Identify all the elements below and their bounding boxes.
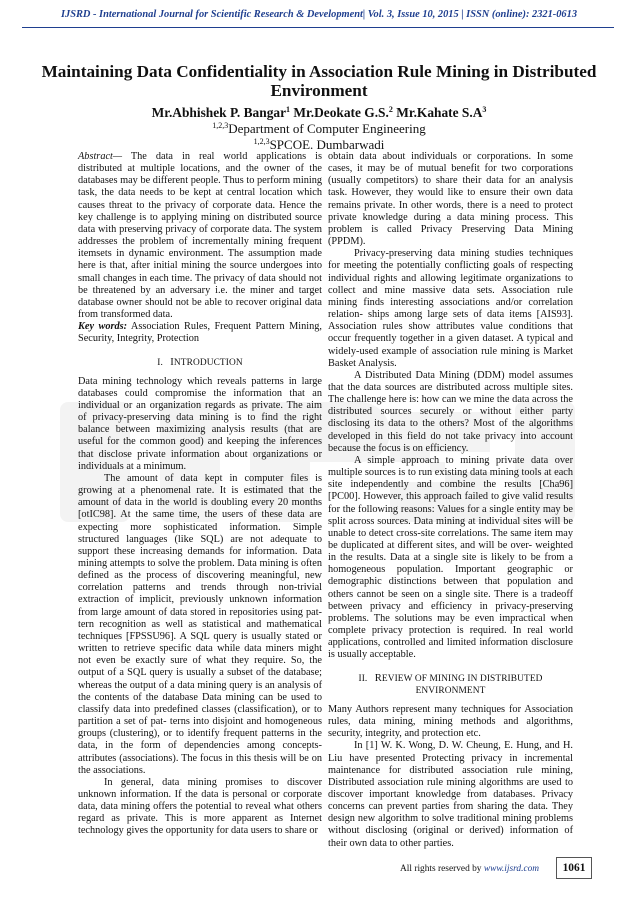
journal-header: IJSRD - International Journal for Scientific Research & Development| Vol. 3, Issue 10, 2015 | ISSN (online): 2321-0613 xyxy=(60,9,578,20)
right-column xyxy=(328,151,573,850)
page-number: 1061 xyxy=(556,857,592,879)
header-rule xyxy=(22,27,614,28)
body-paragraph: In general, data mining promises to discover unknown information. If the data is personal or corporate data, data mining offers the potential to reveal what others regard as private. This is more apparent as Internet technology gives the opportunity for data users to share or xyxy=(78,776,322,837)
body-paragraph: A Distributed Data Mining (DDM) model assumes that the data sources are distributed across multiple sites. The challenge here is: how can we mine the data across the distributed sources securely or without either party disclosing its data to the others? Most of the algorithms developed in this field do not take privacy into account because the focus is on efficiency. xyxy=(328,369,573,454)
body-paragraph: Privacy-preserving data mining studies techniques for meeting the potentially conflicting goals of respecting individual rights and allowing legitimate organizations to collect and mine massive data sets. Association rule mining finds interesting associations and/or correlation relation- ships among large sets of data items [AIS93]. Association rules show attributes value conditions that occur frequently together in a given dataset. A typical and widely-used example of association rule mining is Market Basket Analysis. xyxy=(328,248,573,369)
author-sup: 1 xyxy=(286,105,291,114)
affiliation-department xyxy=(30,119,608,136)
body-paragraph: Many Authors represent many techniques for Association rules, data mining, mining methods and algorithms, security, integrity, and protection etc. xyxy=(328,703,573,740)
footer-rights-text: All rights reserved by xyxy=(400,864,484,874)
abstract xyxy=(78,151,322,321)
author-name: Mr.Abhishek P. Bangar xyxy=(151,105,287,120)
body-paragraph: Data mining technology which reveals patterns in large databases could compromise the information that an individual or an organization regards as private. The aim of privacy-preserving data mining is to find the right balance between maximizing analysis results (that are useful for the common good) and keeping the inferences that disclose private information about organizations or individuals at a minimum. xyxy=(78,375,322,472)
affiliation-sup: 1,2,3 xyxy=(212,121,229,130)
section-numeral: II. xyxy=(358,673,368,684)
abstract-label: Abstract— xyxy=(78,151,123,162)
body-paragraph: A simple approach to mining private data over multiple sources is to run existing data mining tools at each site independently and combine the results [Cha96] [PC00]. However, this approach failed to give valid results for the following reasons: Values for a single entity may be split across sources. Data mining at individual sites will be unable to detect cross-site correlations. The same item may be duplicated at different sites, and will be over- weighted in the results. Data at a single site is likely to be from a homogeneous population. Important geographic or demographic distinctions between that population and others cannot be seen on a single site. There is a tradeoff between privacy and efficiency in privacy-preserving problems. The solutions may be even impractical when complete privacy protection is required. In real world applications, controlled and limited information disclosure is usually acceptable. xyxy=(328,454,573,661)
section-numeral: I. xyxy=(157,357,163,368)
affiliation-college xyxy=(30,135,608,152)
paper-title: Maintaining Data Confidentiality in Association Rule Mining in Distributed Environment xyxy=(41,62,597,100)
section-heading-review xyxy=(328,673,573,697)
author-list xyxy=(30,102,608,120)
left-column xyxy=(78,151,322,838)
section-title: EVIEW OF MINING IN DISTRIBUTED ENVIRONMENT xyxy=(381,673,543,696)
keywords-label: Key words: xyxy=(78,321,128,333)
affiliation-sup: 1,2,3 xyxy=(253,137,270,146)
section-title: NTRODUCTION xyxy=(173,357,243,368)
body-paragraph: The amount of data kept in computer files is growing at a phenomenal rate. It is estimated that the amount of data in the world is doubling every 20 months [otIC98]. At the same time, the users of these data are expecting more sophisticated information. Simple structured languages (like SQL) are not adequate to support these increasing demands for information. Data mining attempts to solve the problem. Data mining is often defined as the process of discovering meaningful, new correlation patterns and trends through non-trivial extraction of implicit, previously unknown information from large amount of data stored in repositories using pat- tern recognition as well as statistical and mathematical techniques [FPSSU96]. A SQL query is usually stated or written to retrieve specific data while data miners might not even be exactly sure of what they require. So, the output of a SQL query is usually a subset of the database; whereas the output of a data mining query is an analysis of the contents of the database Data mining can be used to classify data into predefined classes (classification), or to partition a set of pat- terns into disjoint and homogeneous groups (clustering), or to identify frequent patterns in the data, in the form of dependencies among concepts-attributes (associations). The focus in this thesis will be on the associations. xyxy=(78,472,322,776)
section-initial: I xyxy=(170,356,174,368)
abstract-text: The data in real world applications is distributed at multiple locations, and the owner of the databases may be different people. Thus to perform mining task, the data needs to be kept at central location which causes threat to the privacy of corporate data. Hence the key challenge is to applying mining on distributed source data with preserving privacy of corporate data. The system addresses the problem of incrementally mining frequent itemsets in dynamic environment. The assumption made here is that, after initial mining the source undergoes into small changes in each time. The privacy of data should not be threatened by an adversary i.e. the miner and target database owner should not be able to recover original data from transformed data. xyxy=(78,151,322,321)
body-paragraph: In [1] W. K. Wong, D. W. Cheung, E. Hung, and H. Liu have presented Protecting privacy in incremental maintenance for distributed association rule mining, Distributed association rule mining algorithms are used to discover important knowledge from databases. Privacy concerns can prevent parties from sharing the data. They design new algorithm to solve traditional mining problems without disclosing (original or derived) information of their own data to other parties. xyxy=(328,740,573,849)
author-name: Mr.Deokate G.S. xyxy=(293,105,389,120)
author-name: Mr.Kahate S.A xyxy=(396,105,483,120)
author-sup: 2 xyxy=(388,105,393,114)
keywords xyxy=(78,321,322,345)
section-heading-introduction xyxy=(78,357,322,369)
author-sup: 3 xyxy=(482,105,487,114)
body-paragraph: obtain data about individuals or corporations. In some cases, it may be of mutual benefit for two corporations (usually competitors) to share their data for an analysis task. However, they would like to ensure their own data remains private. In other words, there is a need to protect private knowledge during a data mining process. This problem is called Privacy Preserving Data Mining (PPDM). xyxy=(328,151,573,248)
keywords-text: Association Rules, Frequent Pattern Mining, Security, Integrity, Protection xyxy=(78,321,322,345)
footer-rights xyxy=(400,864,539,874)
footer-url-link[interactable]: www.ijsrd.com xyxy=(483,864,540,874)
affiliation-text: Department of Computer Engineering xyxy=(228,121,426,136)
affiliation-text: SPCOE. Dumbarwadi xyxy=(269,137,385,152)
section-initial: R xyxy=(374,672,382,684)
